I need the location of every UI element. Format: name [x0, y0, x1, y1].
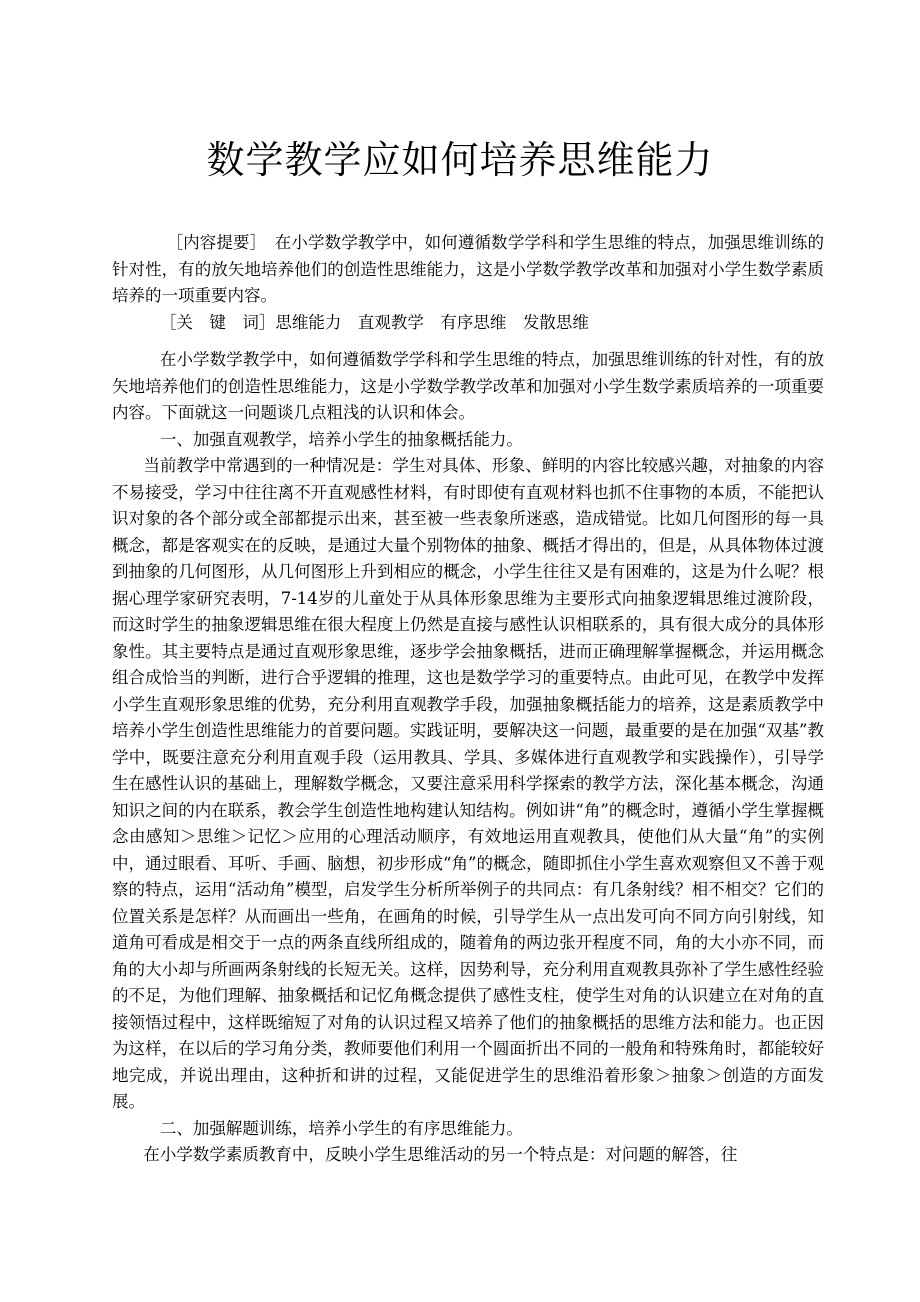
section-heading-2: 二、加强解题训练，培养小学生的有序思维能力。: [159, 1118, 523, 1138]
abstract-summary: ［内容提要］ 在小学数学教学中，如何遵循数学学科和学生思维的特点，加强思维训练的针对性，有的放矢地培养他们的创造性思维能力，这是小学数学教学改革和加强对小学生数学素质培养的一项重要内容。: [112, 233, 824, 305]
section-1-paragraph: 当前教学中常遇到的一种情况是：学生对具体、形象、鲜明的内容比较感兴趣，对抽象的内容不易接受，学习中往往离不开直观感性材料，有时即使有直观材料也抓不住事物的本质，不能把认识对象的各个部分或全部都提示出来，甚至被一些表象所迷惑，造成错觉。比如几何图形的每一具概念，都是客观实在的反映，是通过大量个别物体的抽象、概括才得出的，但是，从具体物体过渡到抽象的几何图形，从几何图形上升到相应的概念，小学生往往又是有困难的，这是为什么呢？根据心理学家研究表明，7-14岁的儿童处于从具体形象思维为主要形式向抽象逻辑思维过渡阶段，而这时学生的抽象逻辑思维在很大程度上仍然是直接与感性认识相联系的，具有很大成分的具体形象性。其主要特点是通过直观形象思维，逐步学会抽象概括，进而正确理解掌握概念，并运用概念组合成恰当的判断，进行合乎逻辑的推理，这也是数学学习的重要特点。由此可见，在教学中发挥小学生直观形象思维的优势，充分利用直观教学手段，加强抽象概括能力的培养，这是素质教学中培养小学生创造性思维能力的首要问题。实践证明，要解决这一问题，最重要的是在加强“双基”教学中，既要注意充分利用直观手段（运用教具、学具、多媒体进行直观教学和实践操作），引导学生在感性认识的基础上，理解数学概念，又要注意采用科学探索的教学方法，深化基本概念，沟通知识之间的内在联系，教会学生创造性地构建认知结构。例如讲“角”的概念时，遵循小学生掌握概念由感知＞思维＞记忆＞应用的心理活动顺序，有效地运用直观教具，使他们从大量“角”的实例中，通过眼看、耳听、手画、脑想，初步形成“角”的概念，随即抓住小学生喜欢观察但又不善于观察的特点，运用“活动角”模型，启发学生分析所举例子的共同点：有几条射线？相不相交？它们的位置关系是怎样？从而画出一些角，在画角的时候，引导学生从一点出发可向不同方向引射线，知道角可看成是相交于一点的两条直线所组成的，随着角的两边张开程度不同，角的大小亦不同，而角的大小却与所画两条射线的长短无关。这样，因势利导，充分利用直观教具弥补了学生感性经验的不足，为他们理解、抽象概括和记忆角概念提供了感性支柱，使学生对角的认识建立在对角的直接领悟过程中，这样既缩短了对角的认识过程又培养了他们的抽象概括的思维方法和能力。也正因为这样，在以后的学习角分类，教师要他们利用一个圆面折出不同的一般角和特殊角时，都能较好地完成，并说出理由，这种折和讲的过程，又能促进学生的思维沿着形象＞抽象＞创造的方面发展。: [112, 456, 824, 1111]
section-heading-1: 一、加强直观教学，培养小学生的抽象概括能力。: [159, 429, 523, 449]
abstract-block: [112, 230, 824, 336]
section-2-paragraph: 在小学数学素质教育中，反映小学生思维活动的另一个特点是：对问题的解答，往: [143, 1145, 738, 1164]
body-text: [112, 347, 824, 1169]
document-title: 数学教学应如何培养思维能力: [206, 138, 714, 182]
intro-paragraph: 在小学数学教学中，如何遵循数学学科和学生思维的特点，加强思维训练的针对性，有的放矢地培养他们的创造性思维能力，这是小学数学教学改革和加强对小学生数学素质培养的一项重要内容。下面就这一问题谈几点粗浅的认识和体会。: [112, 350, 824, 422]
abstract-keywords: ［关 键 词］思维能力 直观教学 有序思维 发散思维: [159, 312, 589, 332]
